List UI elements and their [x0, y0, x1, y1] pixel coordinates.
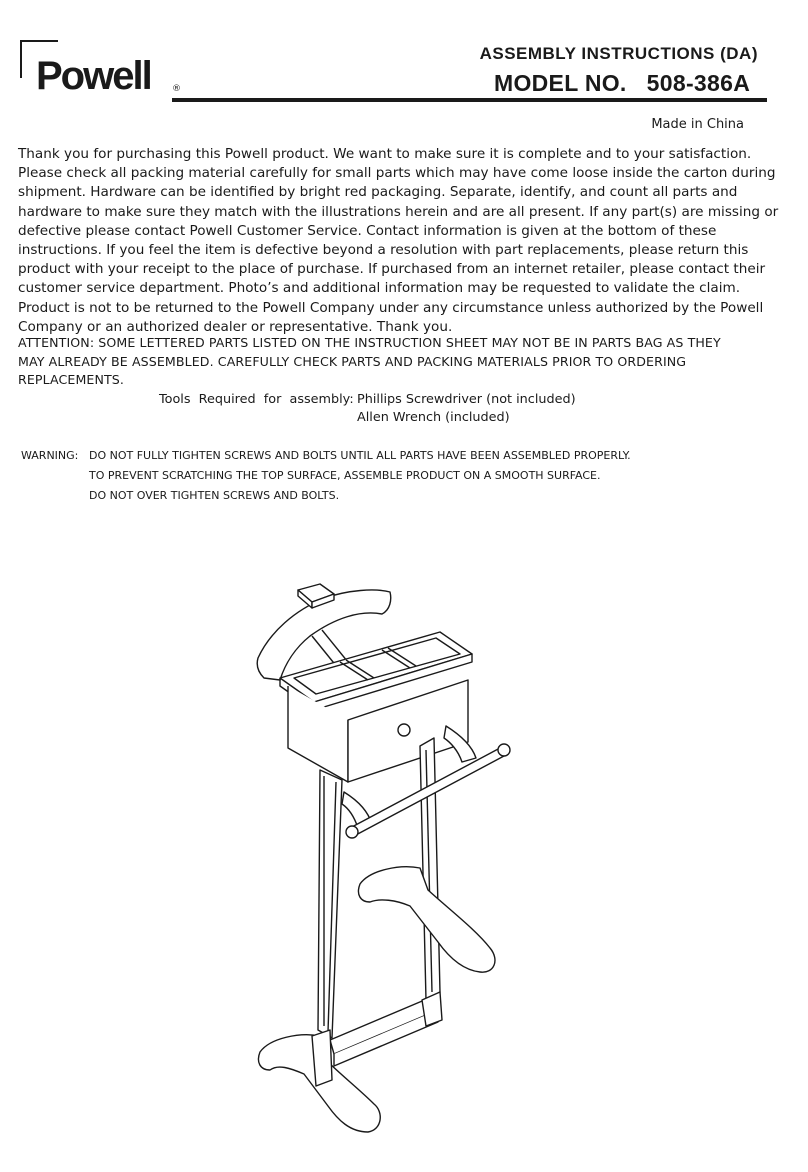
model-number: MODEL NO. 508-386A [494, 70, 751, 96]
logo-wordmark: Powell [36, 54, 151, 98]
tool-item: Phillips Screwdriver (not included) [357, 392, 576, 407]
tools-required-label: Tools Required for assembly: [159, 392, 354, 407]
document-subtitle: ASSEMBLY INSTRUCTIONS (DA) [479, 44, 758, 63]
tool-item: Allen Wrench (included) [357, 410, 510, 425]
warning-line: DO NOT FULLY TIGHTEN SCREWS AND BOLTS UNTIL ALL PARTS HAVE BEEN ASSEMBLED PROPERLY. [89, 449, 631, 462]
header-rule [172, 98, 767, 102]
warning-line: DO NOT OVER TIGHTEN SCREWS AND BOLTS. [89, 489, 340, 502]
warning-label: WARNING: [21, 449, 79, 462]
powell-logo [20, 40, 200, 100]
valet-stand-illustration [250, 580, 530, 1140]
intro-paragraph: Thank you for purchasing this Powell product. We want to make sure it is complete and to your satisfaction. Please check all packing material carefully for small parts which may have come loose inside the carton during shipment. Hardware can be identified by bright red packaging. Separate, identify, and count all parts and hardware to make sure they match with the illustrations herein and are all present. If any part(s) are missing or defective please contact Powell Customer Service. Contact information is given at the bottom of these instructions. If you feel the item is defective beyond a resolution with part replacements, please return this product with your receipt to the place of purchase. If purchased from an internet retailer, please contact their customer service department. Photo’s and additional information may be requested to validate the claim. Product is not to be returned to the Powell Company under any circumstance unless authorized by the Powell Company or an authorized dealer or representative. Thank you. [18, 146, 779, 335]
tools-list [357, 391, 576, 427]
warning-line: TO PREVENT SCRATCHING THE TOP SURFACE, ASSEMBLE PRODUCT ON A SMOOTH SURFACE. [89, 469, 601, 482]
made-in-label: Made in China [651, 117, 744, 132]
registered-mark: ® [172, 84, 181, 94]
attention-paragraph: ATTENTION: SOME LETTERED PARTS LISTED ON THE INSTRUCTION SHEET MAY NOT BE IN PARTS BAG AS THEY MAY ALREADY BE ASSEMBLED. CAREFULLY CHECK PARTS AND PACKING MATERIALS PRIOR TO ORDERING REPLACEMENTS. [18, 335, 721, 387]
